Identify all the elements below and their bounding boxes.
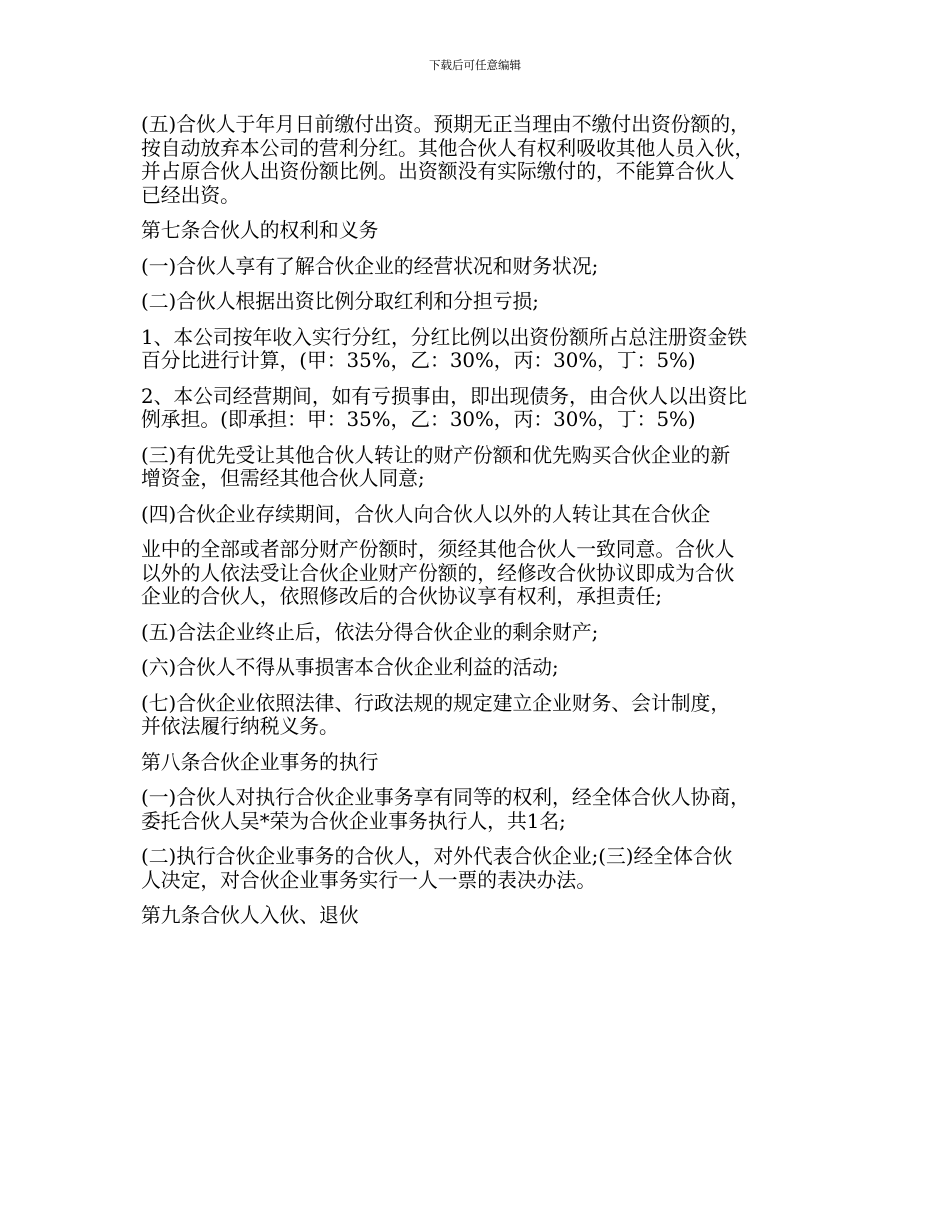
- text-line: 人决定，对合伙企业事务实行一人一票的表决办法。: [141, 868, 596, 892]
- text-line: (五)合法企业终止后，依法分得合伙企业的剩余财产;: [141, 620, 599, 644]
- paragraph-execution-1: [141, 786, 816, 833]
- document-body: [141, 113, 816, 940]
- text-line: 并占原合伙人出资份额比例。出资额没有实际缴付的，不能算合伙人: [141, 160, 735, 183]
- paragraph-right-1: [141, 255, 816, 279]
- text-line: (一)合伙人享有了解合伙企业的经营状况和财务状况;: [141, 254, 599, 278]
- paragraph-right-5: [141, 621, 816, 645]
- text-line: 已经出资。: [141, 183, 240, 207]
- text-line: 增资金，但需经其他合伙人同意;: [141, 467, 425, 490]
- text-line: (七)合伙企业依照法律、行政法规的规定建立企业财务、会计制度，: [141, 691, 731, 715]
- text-line: 1、本公司按年收入实行分红，分红比例以出资份额所占总注册资金铁: [141, 325, 748, 349]
- text-line: 委托合伙人吴*荣为合伙企业事务执行人，共1名;: [141, 809, 566, 833]
- paragraph-execution-2-3: [141, 845, 816, 892]
- text-line: 并依法履行纳税义务。: [141, 715, 339, 738]
- section-heading-article-8: [141, 751, 816, 775]
- section-heading-article-7: [141, 219, 816, 243]
- section-heading-article-9: [141, 904, 816, 928]
- paragraph-right-2: [141, 290, 816, 314]
- text-line: 例承担。(即承担：甲：35%，乙：30%，丙：30%，丁：5%): [141, 408, 696, 431]
- text-line: (二)执行合伙企业事务的合伙人，对外代表合伙企业;(三)经全体合伙: [141, 845, 733, 868]
- paragraph-obligation-7: [141, 692, 816, 739]
- text-line: (二)合伙人根据出资比例分取红利和分担亏损;: [141, 290, 539, 313]
- text-line: (一)合伙人对执行合伙企业事务享有同等的权利，经全体合伙人协商，: [141, 786, 750, 809]
- paragraph-right-3: [141, 444, 816, 491]
- text-line: 百分比进行计算，(甲：35%，乙：30%，丙：30%，丁：5%): [141, 349, 696, 372]
- paragraph-right-4-continued: [141, 538, 816, 609]
- paragraph-loss-ratio: [141, 385, 816, 432]
- text-line: (五)合伙人于年月日前缴付出资。预期无正当理由不缴付出资份额的，: [141, 113, 750, 136]
- text-line: 按自动放弃本公司的营利分红。其他合伙人有权利吸收其他人员入伙，: [141, 136, 755, 160]
- paragraph-contribution-deadline: [141, 113, 816, 207]
- text-line: 以外的人依法受让合伙企业财产份额的，经修改合伙协议即成为合伙: [141, 561, 735, 585]
- text-line: 第九条合伙人入伙、退伙: [141, 904, 359, 927]
- text-line: 企业的合伙人，依照修改后的合伙协议享有权利，承担责任;: [141, 585, 662, 608]
- page-header: 下载后可任意编辑: [429, 58, 521, 72]
- paragraph-dividend-ratio: [141, 326, 816, 373]
- text-line: 2、本公司经营期间，如有亏损事由，即出现债务，由合伙人以出资比: [141, 384, 748, 408]
- paragraph-right-4: [141, 503, 816, 527]
- paragraph-obligation-6: [141, 656, 816, 680]
- text-line: (三)有优先受让其他合伙人转让的财产份额和优先购买合伙企业的新: [141, 443, 731, 467]
- text-line: (四)合伙企业存续期间，合伙人向合伙人以外的人转让其在合伙企: [141, 502, 711, 526]
- text-line: 业中的全部或者部分财产份额时，须经其他合伙人一致同意。合伙人: [141, 538, 735, 561]
- text-line: (六)合伙人不得从事损害本合伙企业利益的活动;: [141, 656, 559, 679]
- text-line: 第七条合伙人的权利和义务: [141, 219, 379, 242]
- text-line: 第八条合伙企业事务的执行: [141, 750, 379, 774]
